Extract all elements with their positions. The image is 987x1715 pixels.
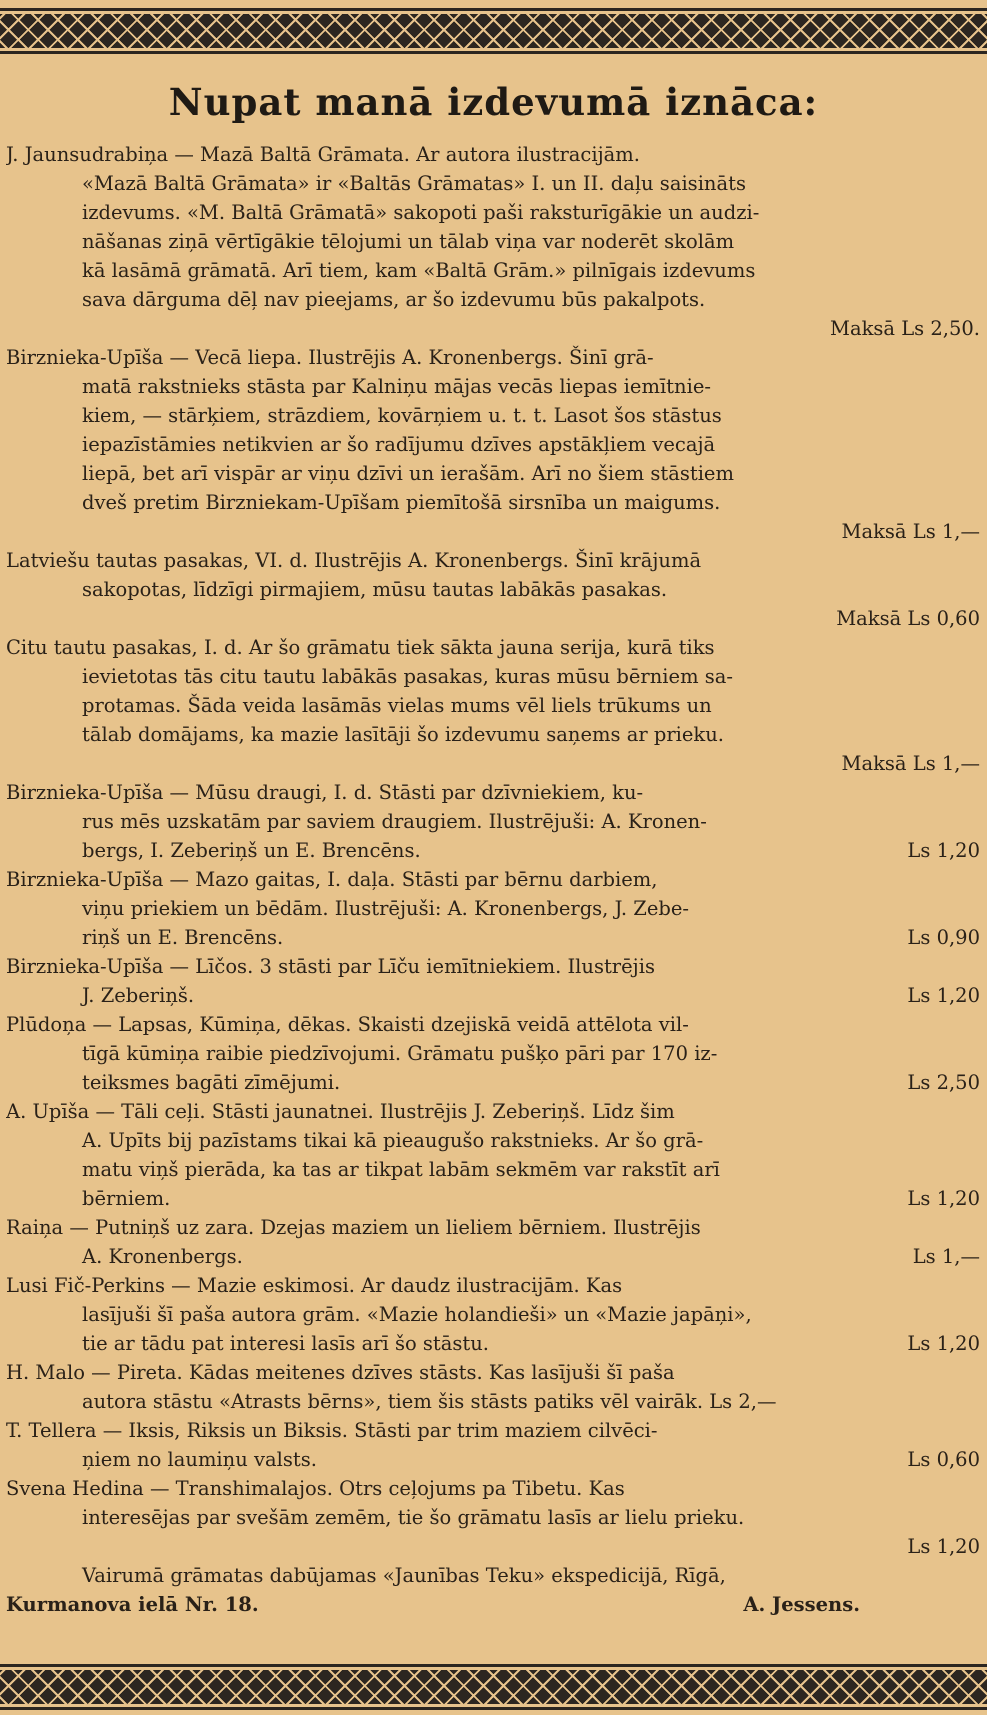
price: Ls 0,60: [907, 1448, 980, 1471]
catalog-list: [6, 140, 980, 1619]
price: Ls 1,20: [907, 1187, 980, 1210]
entry-text-line: Birznieka-Upīša — Mūsu draugi, I. d. Stāsti par dzīvniekiem, ku-: [6, 781, 644, 804]
entry-text-line: iepazīstāmies netikvien ar šo radījumu dzīves apstākļiem vecajā: [82, 433, 716, 456]
book-entry: [6, 1474, 980, 1561]
book-entry: [6, 140, 980, 343]
entry-text-line: rus mēs uzskatām par saviem draugiem. Ilustrējuši: A. Kronen-: [82, 810, 707, 833]
entry-text-line: Lusi Fič-Perkins — Mazie eskimosi. Ar daudz ilustracijām. Kas: [6, 1274, 623, 1297]
entry-text-line: T. Tellera — Iksis, Riksis un Biksis. Stāsti par trim maziem cilvēci-: [6, 1419, 658, 1442]
publisher-name: A. Jessens.: [743, 1593, 860, 1616]
entry-text-line: lasījuši šī paša autora grām. «Mazie holandieši» un «Mazie japāņi»,: [82, 1303, 752, 1326]
entry-text-line: Birznieka-Upīša — Līčos. 3 stāsti par Līču iemītniekiem. Ilustrējis: [6, 955, 655, 978]
price: Ls 0,90: [907, 926, 980, 949]
price: Ls 1,20: [907, 984, 980, 1007]
entry-text-line: H. Malo — Pireta. Kādas meitenes dzīves stāsts. Kas lasījuši šī paša: [6, 1361, 675, 1384]
book-entry: [6, 343, 980, 546]
entry-text-line: Plūdoņa — Lapsas, Kūmiņa, dēkas. Skaisti dzejiskā veidā attēlota vil-: [6, 1013, 689, 1036]
entry-text-line: «Mazā Baltā Grāmata» ir «Baltās Grāmatas» I. un II. daļu saisināts: [82, 172, 746, 195]
entry-text-line: sava dārguma dēļ nav pieejams, ar šo izdevumu būs pakalpots.: [82, 288, 706, 311]
entry-text-line: kiem, — stārķiem, strāzdiem, kovārņiem u. t. t. Lasot šos stāstus: [82, 404, 722, 427]
entry-text-line: ņiem no laumiņu valsts.: [82, 1448, 317, 1471]
price: Ls 1,20: [907, 1332, 980, 1355]
price: Ls 1,20: [907, 839, 980, 862]
book-entry: [6, 1213, 980, 1271]
entry-text-line: A. Upīša — Tāli ceļi. Stāsti jaunatnei. Ilustrējis J. Zeberiņš. Līdz šim: [6, 1100, 675, 1123]
entry-text-line: dveš pretim Birzniekam-Upīšam piemītošā sirsnība un maigums.: [82, 491, 721, 514]
price: Maksā Ls 1,—: [841, 752, 980, 775]
entry-text-line: bērniem.: [82, 1187, 171, 1210]
entry-text-line: riņš un E. Brencēns.: [82, 926, 284, 949]
entry-text-line: protamas. Šāda veida lasāmās vielas mums vēl liels trūkums un: [82, 694, 712, 717]
entry-text-line: izdevums. «M. Baltā Grāmatā» sakopoti paši raksturīgākie un audzi-: [82, 201, 760, 224]
book-entry: [6, 865, 980, 952]
entry-text-line: nāšanas ziņā vērtīgākie tēlojumi un tālab viņa var noderēt skolām: [82, 230, 735, 253]
price: Maksā Ls 2,50.: [829, 317, 980, 340]
book-entry: [6, 1010, 980, 1097]
entry-text-line: Svena Hedina — Transhimalajos. Otrs ceļojums pa Tibetu. Kas: [6, 1477, 625, 1500]
entry-text-line: liepā, bet arī vispār ar viņu dzīvi un ierašām. Arī no šiem stāstiem: [82, 462, 734, 485]
entry-text-line: J. Jaunsudrabiņa — Mazā Baltā Grāmata. Ar autora ilustracijām.: [6, 143, 640, 166]
book-entry: [6, 952, 980, 1010]
book-entry: [6, 633, 980, 778]
entry-text-line: autora stāstu «Atrasts bērns», tiem šis stāsts patiks vēl vairāk. Ls 2,—: [82, 1390, 777, 1413]
entry-text-line: kā lasāmā grāmatā. Arī tiem, kam «Baltā Grām.» pilnīgais izdevums: [82, 259, 756, 282]
footer-availability: Vairumā grāmatas dabūjamas «Jaunības Teku» ekspedicijā, Rīgā,: [82, 1564, 726, 1587]
book-entry: [6, 778, 980, 865]
footer-address: Kurmanova ielā Nr. 18.: [6, 1593, 259, 1616]
book-entry: [6, 1416, 980, 1474]
decorative-border-top: [0, 8, 987, 54]
entry-text-line: tīgā kūmiņa raibie piedzīvojumi. Grāmatu pušķo pāri par 170 iz-: [82, 1042, 718, 1065]
price: Maksā Ls 0,60: [836, 607, 980, 630]
page-title: Nupat manā izdevumā iznāca:: [168, 80, 819, 124]
entry-text-line: sakopotas, līdzīgi pirmajiem, mūsu tautas labākās pasakas.: [82, 578, 668, 601]
entry-text-line: Raiņa — Putniņš uz zara. Dzejas maziem un lieliem bērniem. Ilustrējis: [6, 1216, 701, 1239]
entry-text-line: Latviešu tautas pasakas, VI. d. Ilustrējis A. Kronenbergs. Šinī krājumā: [6, 549, 702, 572]
entry-text-line: Birznieka-Upīša — Vecā liepa. Ilustrējis A. Kronenbergs. Šinī grā-: [6, 346, 654, 369]
entry-text-line: A. Kronenbergs.: [82, 1245, 243, 1268]
entry-text-line: interesējas par svešām zemēm, tie šo grāmatu lasīs ar lielu prieku.: [82, 1506, 745, 1529]
entry-text-line: ievietotas tās citu tautu labākās pasakas, kuras mūsu bērniem sa-: [82, 665, 733, 688]
entry-text-line: tālab domājams, ka mazie lasītāji šo izdevumu saņems ar prieku.: [82, 723, 724, 746]
entry-text-line: J. Zeberiņš.: [82, 984, 195, 1007]
price: Ls 2,50: [907, 1071, 980, 1094]
price: Maksā Ls 1,—: [841, 520, 980, 543]
book-entry: [6, 1097, 980, 1213]
decorative-border-bottom: [0, 1664, 987, 1710]
entry-text-line: tie ar tādu pat interesi lasīs arī šo stāstu.: [82, 1332, 489, 1355]
price: Ls 1,20: [907, 1535, 980, 1558]
book-entry: [6, 546, 980, 633]
entry-text-line: viņu priekiem un bēdām. Ilustrējuši: A. Kronenbergs, J. Zebe-: [82, 897, 689, 920]
entry-text-line: matā rakstnieks stāsta par Kalniņu mājas vecās liepas iemītnie-: [82, 375, 711, 398]
entry-text-line: Birznieka-Upīša — Mazo gaitas, I. daļa. Stāsti par bērnu darbiem,: [6, 868, 658, 891]
book-entry: [6, 1358, 980, 1416]
price: Ls 1,—: [912, 1245, 980, 1268]
book-entry: [6, 1271, 980, 1358]
entry-text-line: Citu tautu pasakas, I. d. Ar šo grāmatu tiek sākta jauna serija, kurā tiks: [6, 636, 715, 659]
entry-text-line: A. Upīts bij pazīstams tikai kā pieaugušo rakstnieks. Ar šo grā-: [82, 1129, 704, 1152]
entry-text-line: matu viņš pierāda, ka tas ar tikpat labām sekmēm var rakstīt arī: [82, 1158, 720, 1181]
entry-text-line: teiksmes bagāti zīmējumi.: [82, 1071, 341, 1094]
footer-row: [6, 1590, 980, 1619]
entry-text-line: bergs, I. Zeberiņš un E. Brencēns.: [82, 839, 421, 862]
